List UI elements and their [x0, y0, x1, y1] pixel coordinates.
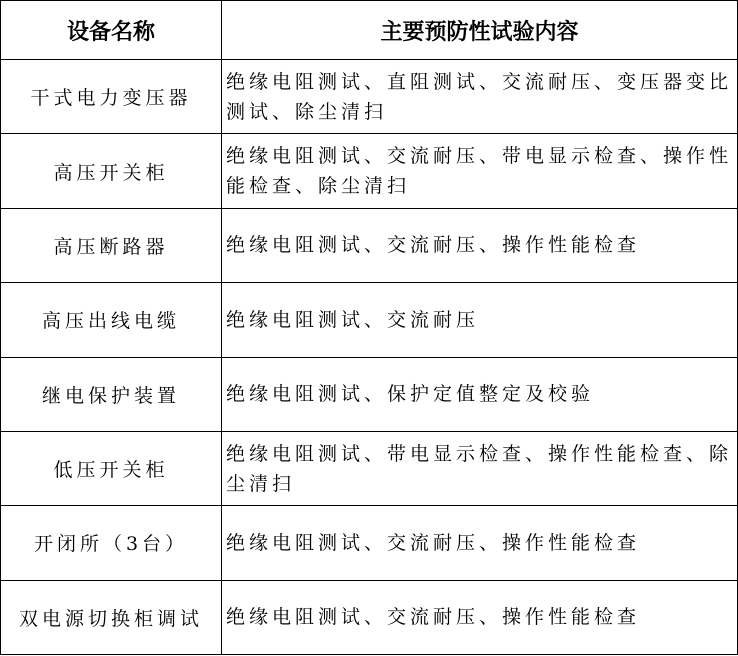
device-name-cell: 双电源切换柜调试	[1, 580, 222, 654]
test-content-cell: 绝缘电阻测试、交流耐压、操作性能检查	[222, 580, 738, 654]
header-device-name: 设备名称	[1, 1, 222, 60]
table-row	[1, 431, 738, 505]
test-content-cell: 绝缘电阻测试、直阻测试、交流耐压、变压器变比测试、除尘清扫	[222, 60, 738, 134]
test-content-cell: 绝缘电阻测试、交流耐压、操作性能检查	[222, 506, 738, 580]
device-name-cell: 高压断路器	[1, 208, 222, 282]
test-content-cell: 绝缘电阻测试、交流耐压	[222, 283, 738, 357]
table-row	[1, 580, 738, 654]
table-row	[1, 134, 738, 208]
device-name-cell: 高压出线电缆	[1, 283, 222, 357]
device-name-cell: 高压开关柜	[1, 134, 222, 208]
device-name-cell: 干式电力变压器	[1, 60, 222, 134]
test-content-cell: 绝缘电阻测试、交流耐压、带电显示检查、操作性能检查、除尘清扫	[222, 134, 738, 208]
device-name-cell: 继电保护装置	[1, 357, 222, 431]
test-content-cell: 绝缘电阻测试、带电显示检查、操作性能检查、除尘清扫	[222, 431, 738, 505]
table-row	[1, 208, 738, 282]
table-row	[1, 357, 738, 431]
table-row	[1, 60, 738, 134]
test-content-cell: 绝缘电阻测试、保护定值整定及校验	[222, 357, 738, 431]
header-test-content: 主要预防性试验内容	[222, 1, 738, 60]
device-name-cell: 低压开关柜	[1, 431, 222, 505]
table-row	[1, 506, 738, 580]
device-name-cell: 开闭所（3台）	[1, 506, 222, 580]
table-row	[1, 283, 738, 357]
table-header-row	[1, 1, 738, 60]
test-content-cell: 绝缘电阻测试、交流耐压、操作性能检查	[222, 208, 738, 282]
